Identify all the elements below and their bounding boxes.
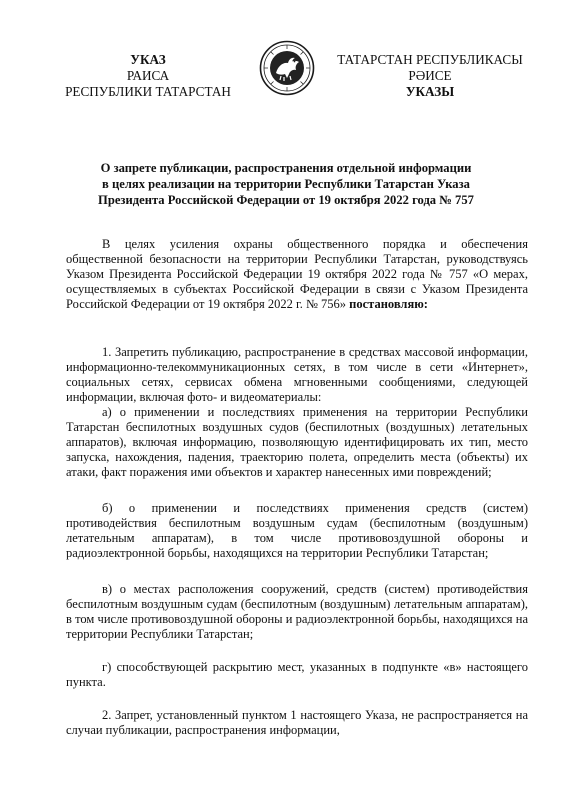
document-title	[60, 160, 512, 208]
header-left-subtitle: РАИСА	[126, 68, 170, 83]
preamble-text: В целях усиления охраны общественного порядка и обеспечения общественной безопасности на территории Республики Татарстан, руководствуясь Указом Президента Российской Федерации 19 октября 2022 года № 757 «О мерах, осуществляемых в субъектах Российской Федерации в связи с Указом Президента Российской Федерации от 19 октября 2022 г. № 756»	[66, 237, 528, 311]
header-left-block	[50, 52, 246, 100]
tatarstan-coat-of-arms-icon	[259, 40, 315, 96]
header-right-title: УКАЗЫ	[405, 84, 455, 99]
document-title-line: О запрете публикации, распространения отдельной информации	[100, 161, 472, 175]
item-2-paragraph: 2. Запрет, установленный пунктом 1 настоящего Указа, не распространяется на случаи публикации, распространения информации,	[66, 708, 528, 737]
item-1-paragraph: 1. Запретить публикацию, распространение в средствах массовой информации, информационно-телекоммуникационных сетях, в том числе в сети «Интернет», социальных сетях, сервисах обмена мгновенными сообщениями, следующей информации, включая фото- и видеоматериалы:	[66, 345, 528, 404]
item-1v-paragraph: в) о местах расположения сооружений, средств (систем) противодействия беспилотным воздушным судам (беспилотным (воздушным) летательным аппаратам), в том числе противовоздушной обороны и радиоэлектронной борьбы, находящихся на территории Республики Татарстан;	[66, 582, 528, 641]
decree-word: постановляю	[349, 296, 424, 311]
document-title-line: Президента Российской Федерации от 19 октября 2022 года № 757	[98, 193, 474, 207]
header-right-subtitle: РӘИСЕ	[408, 68, 452, 83]
preamble-paragraph	[66, 237, 528, 312]
item-1b-paragraph: б) о применении и последствиях применения средств (систем) противодействия беспилотным воздушным судам (беспилотным (воздушным) летательным аппаратам), в том числе противовоздушной обороны и радиоэлектронной борьбы, находящихся на территории Республики Татарстан;	[66, 501, 528, 560]
header-left-title: УКАЗ	[130, 52, 166, 67]
header-right-block	[323, 52, 537, 100]
decree-colon: :	[423, 296, 428, 311]
header-right-republic: ТАТАРСТАН РЕСПУБЛИКАСЫ	[337, 52, 523, 67]
item-1a-paragraph: а) о применении и последствиях применения на территории Республики Татарстан беспилотных воздушных судов (беспилотных (воздушных) летательных аппаратов), включая информацию, позволяющую идентифицировать их тип, место запуска, нахождения, падения, траекторию полета, определить места (объекты) их атаки, факт поражения ими объектов и характер нанесенных ими повреждений;	[66, 405, 528, 479]
header-left-republic: РЕСПУБЛИКИ ТАТАРСТАН	[65, 84, 231, 99]
item-1g-paragraph: г) способствующей раскрытию мест, указанных в подпункте «в» настоящего пункта.	[66, 660, 528, 689]
document-title-line: в целях реализации на территории Республики Татарстан Указа	[102, 177, 470, 191]
